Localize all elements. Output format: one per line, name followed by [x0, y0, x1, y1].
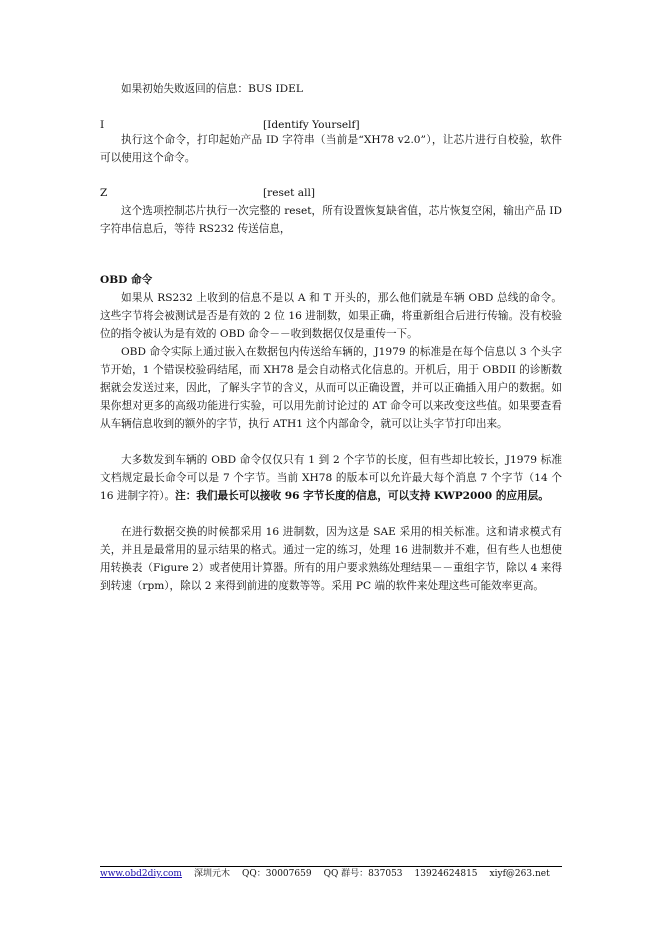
identify-command-desc: 执行这个命令，打印起始产品 ID 字符串（当前是“XH78 v2.0”），让芯片进行自校验，软件可以使用这个命令。 — [100, 134, 562, 164]
reset-command-name: [reset all] — [263, 187, 316, 199]
reset-command-desc: 这个选项控制芯片执行一次完整的 reset，所有设置恢复缺省值，芯片恢复空闲，输出产品 ID 字符串信息后，等待 RS232 传送信息， — [100, 205, 562, 235]
obd-paragraph-2: OBD 命令实际上通过嵌入在数据包内传送给车辆的，J1979 的标准是在每个信息以 3 个头字节开始，1 个错误校验码结尾，而 XH78 是会自动格式化信息的。开机后，用于 OBDII 的诊断数据就会发送过来，因此，了解头字节的含义，从而可以正确设置，并可以正确插入用户的数据。如果你想对更多的高级功能进行实验，可以用先前讨论过的 AT 命令可以来改变这些值。如果要查看从车辆信息收到的额外的字节，执行 ATH1 这个内部命令，就可以让头字节打印出来。 — [100, 346, 562, 430]
reset-command-key: Z — [100, 187, 108, 199]
obd-paragraph-1: 如果从 RS232 上收到的信息不是以 A 和 T 开头的，那么他们就是车辆 OBD 总线的命令。这些字节将会被测试是否是有效的 2 位 16 进制数，如果正确，将重新组合后进行传输。没有校验位的指令被认为是有效的 OBD 命令－－收到数据仅仅是重传一下。 — [100, 292, 562, 340]
obd-heading: OBD 命令 — [100, 274, 153, 286]
footer-qq: QQ：30007659 — [241, 869, 312, 879]
init-fail-text: 如果初始失败返回的信息：BUS IDEL — [121, 83, 303, 95]
page-footer — [100, 868, 562, 880]
obd-paragraph-3-text: 大多数发到车辆的 OBD 命令仅仅只有 1 到 2 个字节的长度，但有些却比较长，J1979 标准文档规定最长命令可以是 7 个字节。当前 XH78 的版本可以允许最大每个消息 7 个字节（14 个 16 进制字符）。 — [100, 454, 562, 502]
obd-paragraph-3 — [100, 451, 562, 505]
identify-command-name: [Identify Yourself] — [263, 119, 360, 131]
obd-paragraph-4: 在进行数据交换的时候都采用 16 进制数，因为这是 SAE 采用的相关标准。这和请求模式有关，并且是最常用的显示结果的格式。通过一定的练习，处理 16 进制数并不难，但有些人也想使用转换表（Figure 2）或者使用计算器。所有的用户要求熟练处理结果－－重组字节，除以 4 来得到转速（rpm），除以 2 来得到前进的度数等等。采用 PC 端的软件来处理这些可能效率更高。 — [100, 526, 562, 592]
footer-company: 深圳元木 — [193, 869, 230, 879]
footer-email: xiyf@263.net — [489, 869, 550, 879]
obd-paragraph-3-note: 注：我们最长可以接收 96 字节长度的信息，可以支持 KWP2000 的应用层。 — [175, 490, 549, 502]
reset-command-line — [100, 184, 562, 202]
footer-website-link[interactable]: www.obd2diy.com — [100, 869, 182, 879]
identify-command-key: I — [100, 119, 105, 131]
footer-qq-group: QQ 群号：837053 — [323, 869, 403, 879]
footer-phone: 13924624815 — [414, 869, 478, 879]
footer-divider — [100, 866, 562, 867]
